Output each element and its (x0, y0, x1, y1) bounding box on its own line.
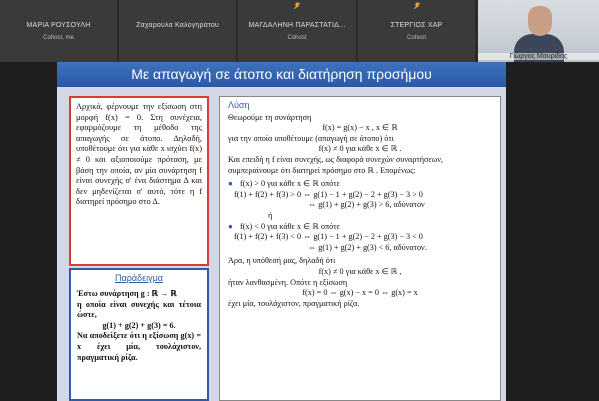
solution-line: Άρα, η υπόθεσή μας, δηλαδή ότι (228, 256, 336, 266)
solution-line: ⇔ g(1) + g(2) + g(3) > 6, αδύνατον (308, 200, 425, 210)
muted-mic-icon (293, 2, 301, 10)
solution-line: ⇔ g(1) + g(2) + g(3) < 6, αδύνατον. (308, 242, 427, 252)
video-person-head (528, 6, 552, 36)
solution-heading: Λύση (228, 100, 250, 110)
participant-tile[interactable] (358, 0, 475, 62)
participant-role: Cohost, me (43, 35, 74, 41)
solution-line: ήταν λανθασμένη. Οπότε η εξίσωση (228, 277, 348, 287)
example-box (69, 268, 209, 401)
muted-mic-icon (413, 2, 421, 10)
slide-title: Με απαγωγή σε άτοπο και διατήρηση προσήμου (57, 62, 506, 87)
solution-line: f(x) < 0 για κάθε x ∈ ℝ οπότε (240, 221, 340, 231)
participant-name: Ζαχαρούλα Καλογηράτου (136, 22, 219, 29)
participant-strip (0, 0, 599, 62)
example-line: η οποία είναι συνεχής και τέτοια ώστε, (77, 299, 201, 320)
video-name-label: Γιώργος Μαυρίδης (478, 53, 599, 60)
video-tile[interactable] (478, 0, 599, 62)
solution-line: ή (268, 210, 273, 220)
participant-tile[interactable] (119, 0, 236, 62)
solution-line: f(x) = g(x) − x , x ∈ ℝ (322, 123, 398, 133)
participant-tile[interactable] (0, 0, 117, 62)
participant-role: Cohost (406, 35, 426, 41)
example-heading: Παράδειγμα (115, 273, 163, 283)
participant-name: ΣΤΕΡΓΙΟΣ ΧΑΡ (390, 22, 443, 29)
participant-name: ΜΑΓΔΑΛΗΝΗ ΠΑΡΑΣΤΑΤΙΔ... (248, 22, 346, 29)
shared-slide (57, 62, 506, 401)
solution-line: έχει μία, τουλάχιστον, πραγματική ρίζα. (228, 298, 360, 308)
solution-line: f(x) > 0 για κάθε x ∈ ℝ οπότε (240, 179, 340, 189)
solution-line: συμπεραίνουμε ότι διατηρεί πρόσημο στο ℝ . Επομένως: (228, 165, 416, 175)
participant-role: Cohost (287, 35, 307, 41)
solution-box (219, 96, 501, 401)
example-text (77, 289, 201, 363)
bullet-icon: ● (228, 221, 233, 231)
example-line: Έστω συνάρτηση g : ℝ → ℝ (77, 289, 177, 298)
solution-line: Θεωρούμε τη συνάρτηση (228, 112, 312, 122)
solution-line: f(x) = 0 ⇔ g(x) − x = 0 ⇔ g(x) = x (302, 288, 418, 298)
solution-line: f(x) ≠ 0 για κάθε x ∈ ℝ . (318, 144, 402, 154)
solution-line: f(1) + f(2) + f(3) > 0 ⇔ g(1) − 1 + g(2) − 2 + g(3) − 3 > 0 (234, 189, 423, 199)
solution-line: f(1) + f(2) + f(3) < 0 ⇔ g(1) − 1 + g(2) − 2 + g(3) − 3 < 0 (234, 232, 423, 242)
participant-tile[interactable] (238, 0, 356, 62)
example-line: Να αποδείξετε ότι η εξίσωση g(x) = x έχει μία, τουλάχιστον, πραγματική ρίζα. (77, 331, 201, 362)
intro-box: Αρχικά, φέρνουμε την εξίσωση στη μορφή f(x) = 0. Στη συνέχεια, εφαρμόζουμε τη μέθοδο της απαγωγής σε άτοπο. Δηλαδή, υποθέτουμε ότι για κάθε x ισχύει f(x) ≠ 0 και αξιοποιούμε πρόταση, με βάση την οποία, αν μία συνάρτηση f είναι συνεχής σ' ένα διάστημα Δ και δεν μηδενίζεται σ' αυτό, τότε η f διατηρεί πρόσημο στο Δ. (69, 96, 209, 266)
solution-line: Και επειδή η f είναι συνεχής, ως διαφορά συνεχών συναρτήσεων, (228, 154, 443, 164)
bullet-icon: ● (228, 179, 233, 189)
example-line: g(1) + g(2) + g(3) = 6. (102, 320, 176, 330)
participant-name: ΜΑΡΙΑ ΡΟΥΣΟΥΛΗ (26, 22, 91, 29)
solution-line: για την οποία υποθέτουμε (απαγωγή σε άτοπο) ότι (228, 133, 394, 143)
solution-line: f(x) ≠ 0 για κάθε x ∈ ℝ , (318, 266, 402, 276)
